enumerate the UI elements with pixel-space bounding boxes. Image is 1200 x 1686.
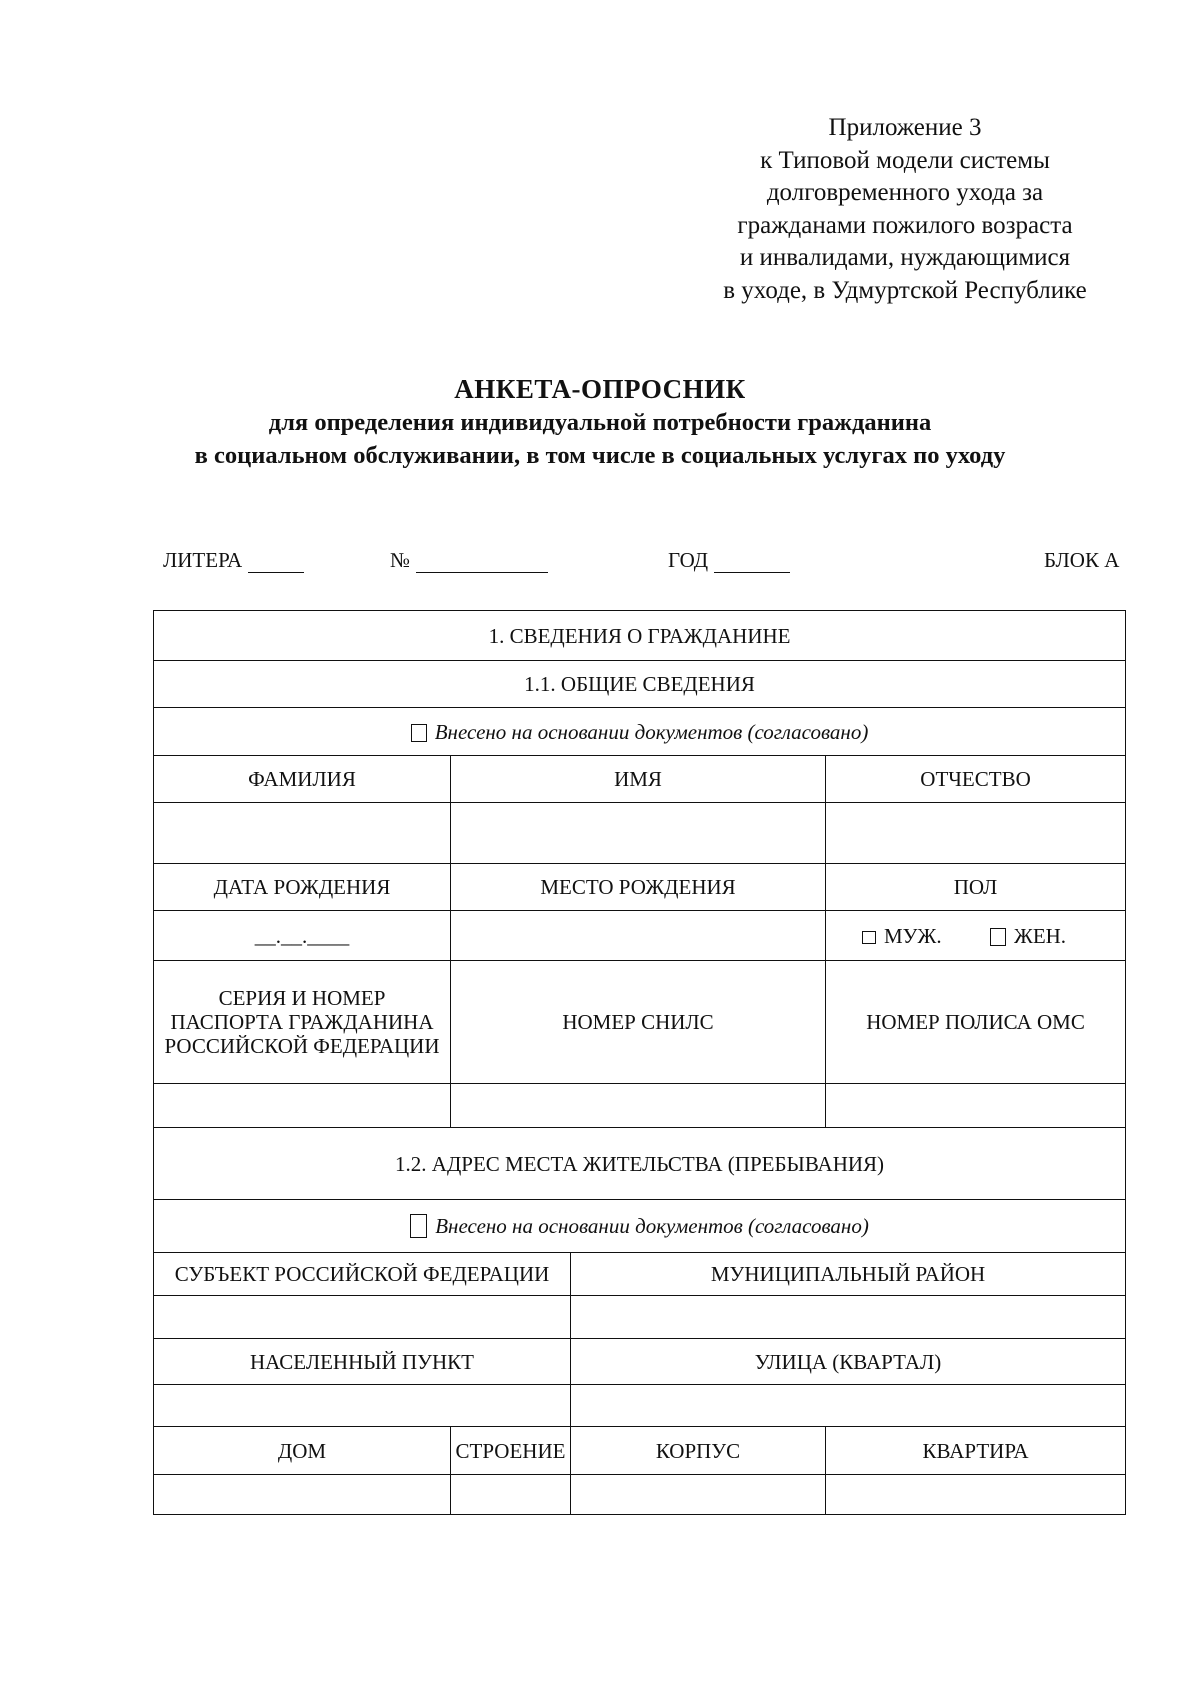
street-header: УЛИЦА (КВАРТАЛ) (571, 1339, 1126, 1385)
patronymic-header: ОТЧЕСТВО (826, 756, 1126, 803)
appendix-note (620, 112, 1190, 307)
birth-date-placeholder: __.__.____ (254, 923, 350, 948)
surname-header: ФАМИЛИЯ (154, 756, 451, 803)
birth-date-input[interactable] (154, 911, 451, 961)
building-input[interactable] (451, 1475, 571, 1515)
documents-note: Внесено на основании документов (согласовано) (434, 719, 869, 744)
district-header: МУНИЦИПАЛЬНЫЙ РАЙОН (571, 1253, 1126, 1296)
surname-input[interactable] (154, 803, 451, 864)
year-label: ГОД (668, 548, 709, 572)
snils-header: НОМЕР СНИЛС (451, 961, 826, 1084)
document-title-block (0, 372, 1200, 472)
year-blank[interactable] (714, 552, 790, 573)
birth-place-input[interactable] (451, 911, 826, 961)
patronymic-input[interactable] (826, 803, 1126, 864)
name-input[interactable] (451, 803, 826, 864)
street-input[interactable] (571, 1385, 1126, 1427)
litera-label: ЛИТЕРА (163, 548, 243, 572)
block-label: БЛОК А (1044, 548, 1120, 572)
passport-input[interactable] (154, 1084, 451, 1128)
documents-checkbox-row[interactable] (154, 708, 1126, 756)
number-field[interactable] (390, 548, 548, 573)
documents-checkbox-2[interactable] (410, 1214, 427, 1238)
year-field[interactable] (668, 548, 790, 573)
apartment-header: КВАРТИРА (826, 1427, 1126, 1475)
house-header: ДОМ (154, 1427, 451, 1475)
female-label: ЖЕН. (1014, 923, 1067, 948)
male-checkbox[interactable] (862, 931, 876, 944)
section-1-title: 1. СВЕДЕНИЯ О ГРАЖДАНИНЕ (154, 611, 1126, 661)
oms-header: НОМЕР ПОЛИСА ОМС (826, 961, 1126, 1084)
name-header: ИМЯ (451, 756, 826, 803)
appendix-line: и инвалидами, нуждающимися (739, 244, 1071, 271)
citizen-info-form (153, 610, 1126, 1515)
locality-header: НАСЕЛЕННЫЙ ПУНКТ (154, 1339, 571, 1385)
appendix-line: гражданами пожилого возраста (737, 211, 1073, 239)
litera-field[interactable] (163, 548, 304, 573)
house-input[interactable] (154, 1475, 451, 1515)
male-label: МУЖ. (884, 923, 942, 948)
subject-input[interactable] (154, 1296, 571, 1339)
male-option[interactable] (862, 924, 942, 948)
appendix-line: долговременного ухода за (766, 179, 1044, 206)
number-label: № (390, 548, 411, 572)
documents-checkbox-row-2[interactable] (154, 1200, 1126, 1253)
oms-input[interactable] (826, 1084, 1126, 1128)
district-input[interactable] (571, 1296, 1126, 1339)
female-checkbox[interactable] (990, 928, 1006, 946)
birth-place-header: МЕСТО РОЖДЕНИЯ (451, 864, 826, 911)
document-subtitle-line1: для определения индивидуальной потребности гражданина (268, 409, 932, 436)
snils-input[interactable] (451, 1084, 826, 1128)
litera-blank[interactable] (248, 552, 304, 573)
female-option[interactable] (990, 924, 1066, 948)
documents-checkbox[interactable] (411, 724, 427, 742)
appendix-line: Приложение 3 (828, 114, 982, 141)
building-header: СТРОЕНИЕ (451, 1427, 571, 1475)
passport-label-line: РОССИЙСКОЙ ФЕДЕРАЦИИ (164, 1034, 440, 1058)
locality-input[interactable] (154, 1385, 571, 1427)
korpus-header: КОРПУС (571, 1427, 826, 1475)
section-1-1-title: 1.1. ОБЩИЕ СВЕДЕНИЯ (154, 661, 1126, 708)
birth-date-header: ДАТА РОЖДЕНИЯ (154, 864, 451, 911)
section-1-2-title: 1.2. АДРЕС МЕСТА ЖИТЕЛЬСТВА (ПРЕБЫВАНИЯ) (154, 1128, 1126, 1200)
korpus-input[interactable] (571, 1475, 826, 1515)
passport-header (154, 961, 451, 1084)
document-title: АНКЕТА-ОПРОСНИК (454, 374, 746, 404)
apartment-input[interactable] (826, 1475, 1126, 1515)
subject-header: СУБЪЕКТ РОССИЙСКОЙ ФЕДЕРАЦИИ (154, 1253, 571, 1296)
document-subtitle-line2: в социальном обслуживании, в том числе в социальных услугах по уходу (194, 442, 1006, 469)
appendix-line: к Типовой модели системы (760, 146, 1050, 174)
appendix-line: в уходе, в Удмуртской Республике (723, 276, 1087, 304)
gender-options (826, 911, 1126, 961)
documents-note-2: Внесено на основании документов (согласовано) (435, 1214, 869, 1238)
gender-header: ПОЛ (826, 864, 1126, 911)
passport-label-line: СЕРИЯ И НОМЕР (218, 986, 386, 1010)
number-blank[interactable] (416, 552, 548, 573)
passport-label-line: ПАСПОРТА ГРАЖДАНИНА (170, 1010, 434, 1034)
